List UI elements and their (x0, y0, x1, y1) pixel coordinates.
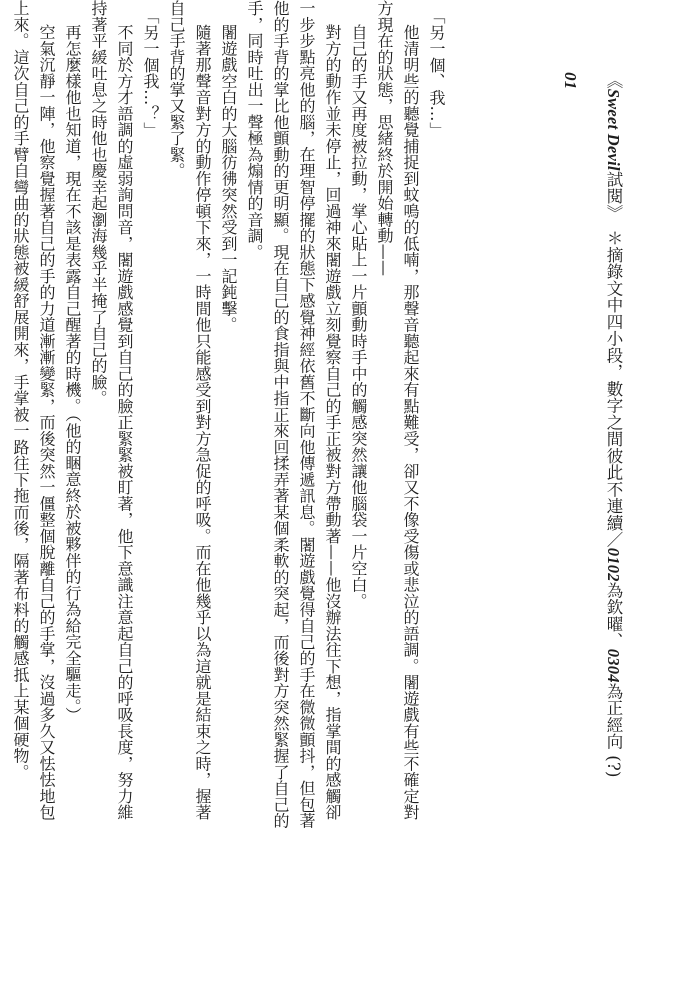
header-note-mid: 為欽曜、 (604, 581, 623, 649)
header-title-cjk: 試閱》 (604, 170, 623, 213)
text-line: 不同於方才語調的虛弱詢問音，闍遊戲感覺到自己的臉正緊緊被盯著，他下意識注意起自己的呼吸長度，努力維 (115, 24, 134, 821)
text-line: 「另一個、我…」 (427, 8, 446, 138)
text-line: 自己手背的掌又緊了緊。 (167, 0, 186, 179)
header-code-2: 0304 (604, 648, 623, 683)
header-note-end: 為正經向 (?) (604, 682, 623, 778)
page-header (600, 72, 626, 972)
text-line: 再怎麼樣他也知道，現在不該是表露自己醒著的時機。（他的睏意終於被夥伴的行為給完全驅走。） (63, 24, 82, 723)
text-line: 一步步點亮他的腦，在理智停擺的狀態下感覺神經依舊不斷向他傳遞訊息。闍遊戲覺得自己的手在微微顫抖，但包著 (297, 0, 316, 829)
text-line: 「另一個我…？」 (141, 8, 160, 138)
header-note: ＊摘錄文中四小段，數字之間彼此不連續／ (604, 229, 623, 548)
text-line: 方現在的狀態，思緒終於開始轉動—— (375, 0, 394, 277)
text-line: 隨著那聲音對方的動作停頓下來，一時間他只能感受到對方急促的呼吸。而在他幾乎以為這就是結束之時，握著 (193, 24, 212, 821)
text-line: 對方的動作並未停止，回過神來闍遊戲立刻覺察自己的手正被對方帶動著——他沒辦法往下想，指掌間的感觸卻 (323, 24, 342, 821)
header-code-1: 0102 (604, 547, 623, 582)
text-line: 他清明些的聽覺捕捉到蚊鳴的低喃，那聲音聽起來有點難受，卻又不像受傷或悲泣的語調。闍遊戲有些不確定對 (401, 24, 420, 821)
header-title-open: 《 (604, 72, 623, 89)
section-number: 01 (561, 72, 580, 90)
text-line: 上來。這次自己的手臂自彎曲的狀態被緩舒展開來，手掌被一路往下拖而後，隔著布料的觸感抵上某個硬物。 (11, 0, 30, 780)
text-line: 自己的手又再度被拉動，掌心貼上一片顫動時手中的觸感突然讓他腦袋一片空白。 (349, 24, 368, 609)
text-line: 手，同時吐出一聲極為煽情的音調。 (245, 0, 264, 260)
text-line: 闍遊戲空白的大腦彷彿突然受到一記鈍擊。 (219, 24, 238, 333)
text-line: 他的手背的掌比他顫動的更明顯。現在自己的食指與中指正來回揉弄著某個柔軟的突起，而後對方突然緊握了自己的 (271, 0, 290, 829)
header-title-latin: Sweet Devil (604, 88, 623, 171)
text-line: 持著平緩吐息之時他也慶幸起瀏海幾乎半掩了自己的臉。 (89, 0, 108, 407)
text-line: 空氣沉靜一陣，他察覺握著自己的手的力道漸漸變緊，而後突然一僵整個脫離自己的手掌，沒過多久又怯怯地包 (37, 24, 56, 821)
